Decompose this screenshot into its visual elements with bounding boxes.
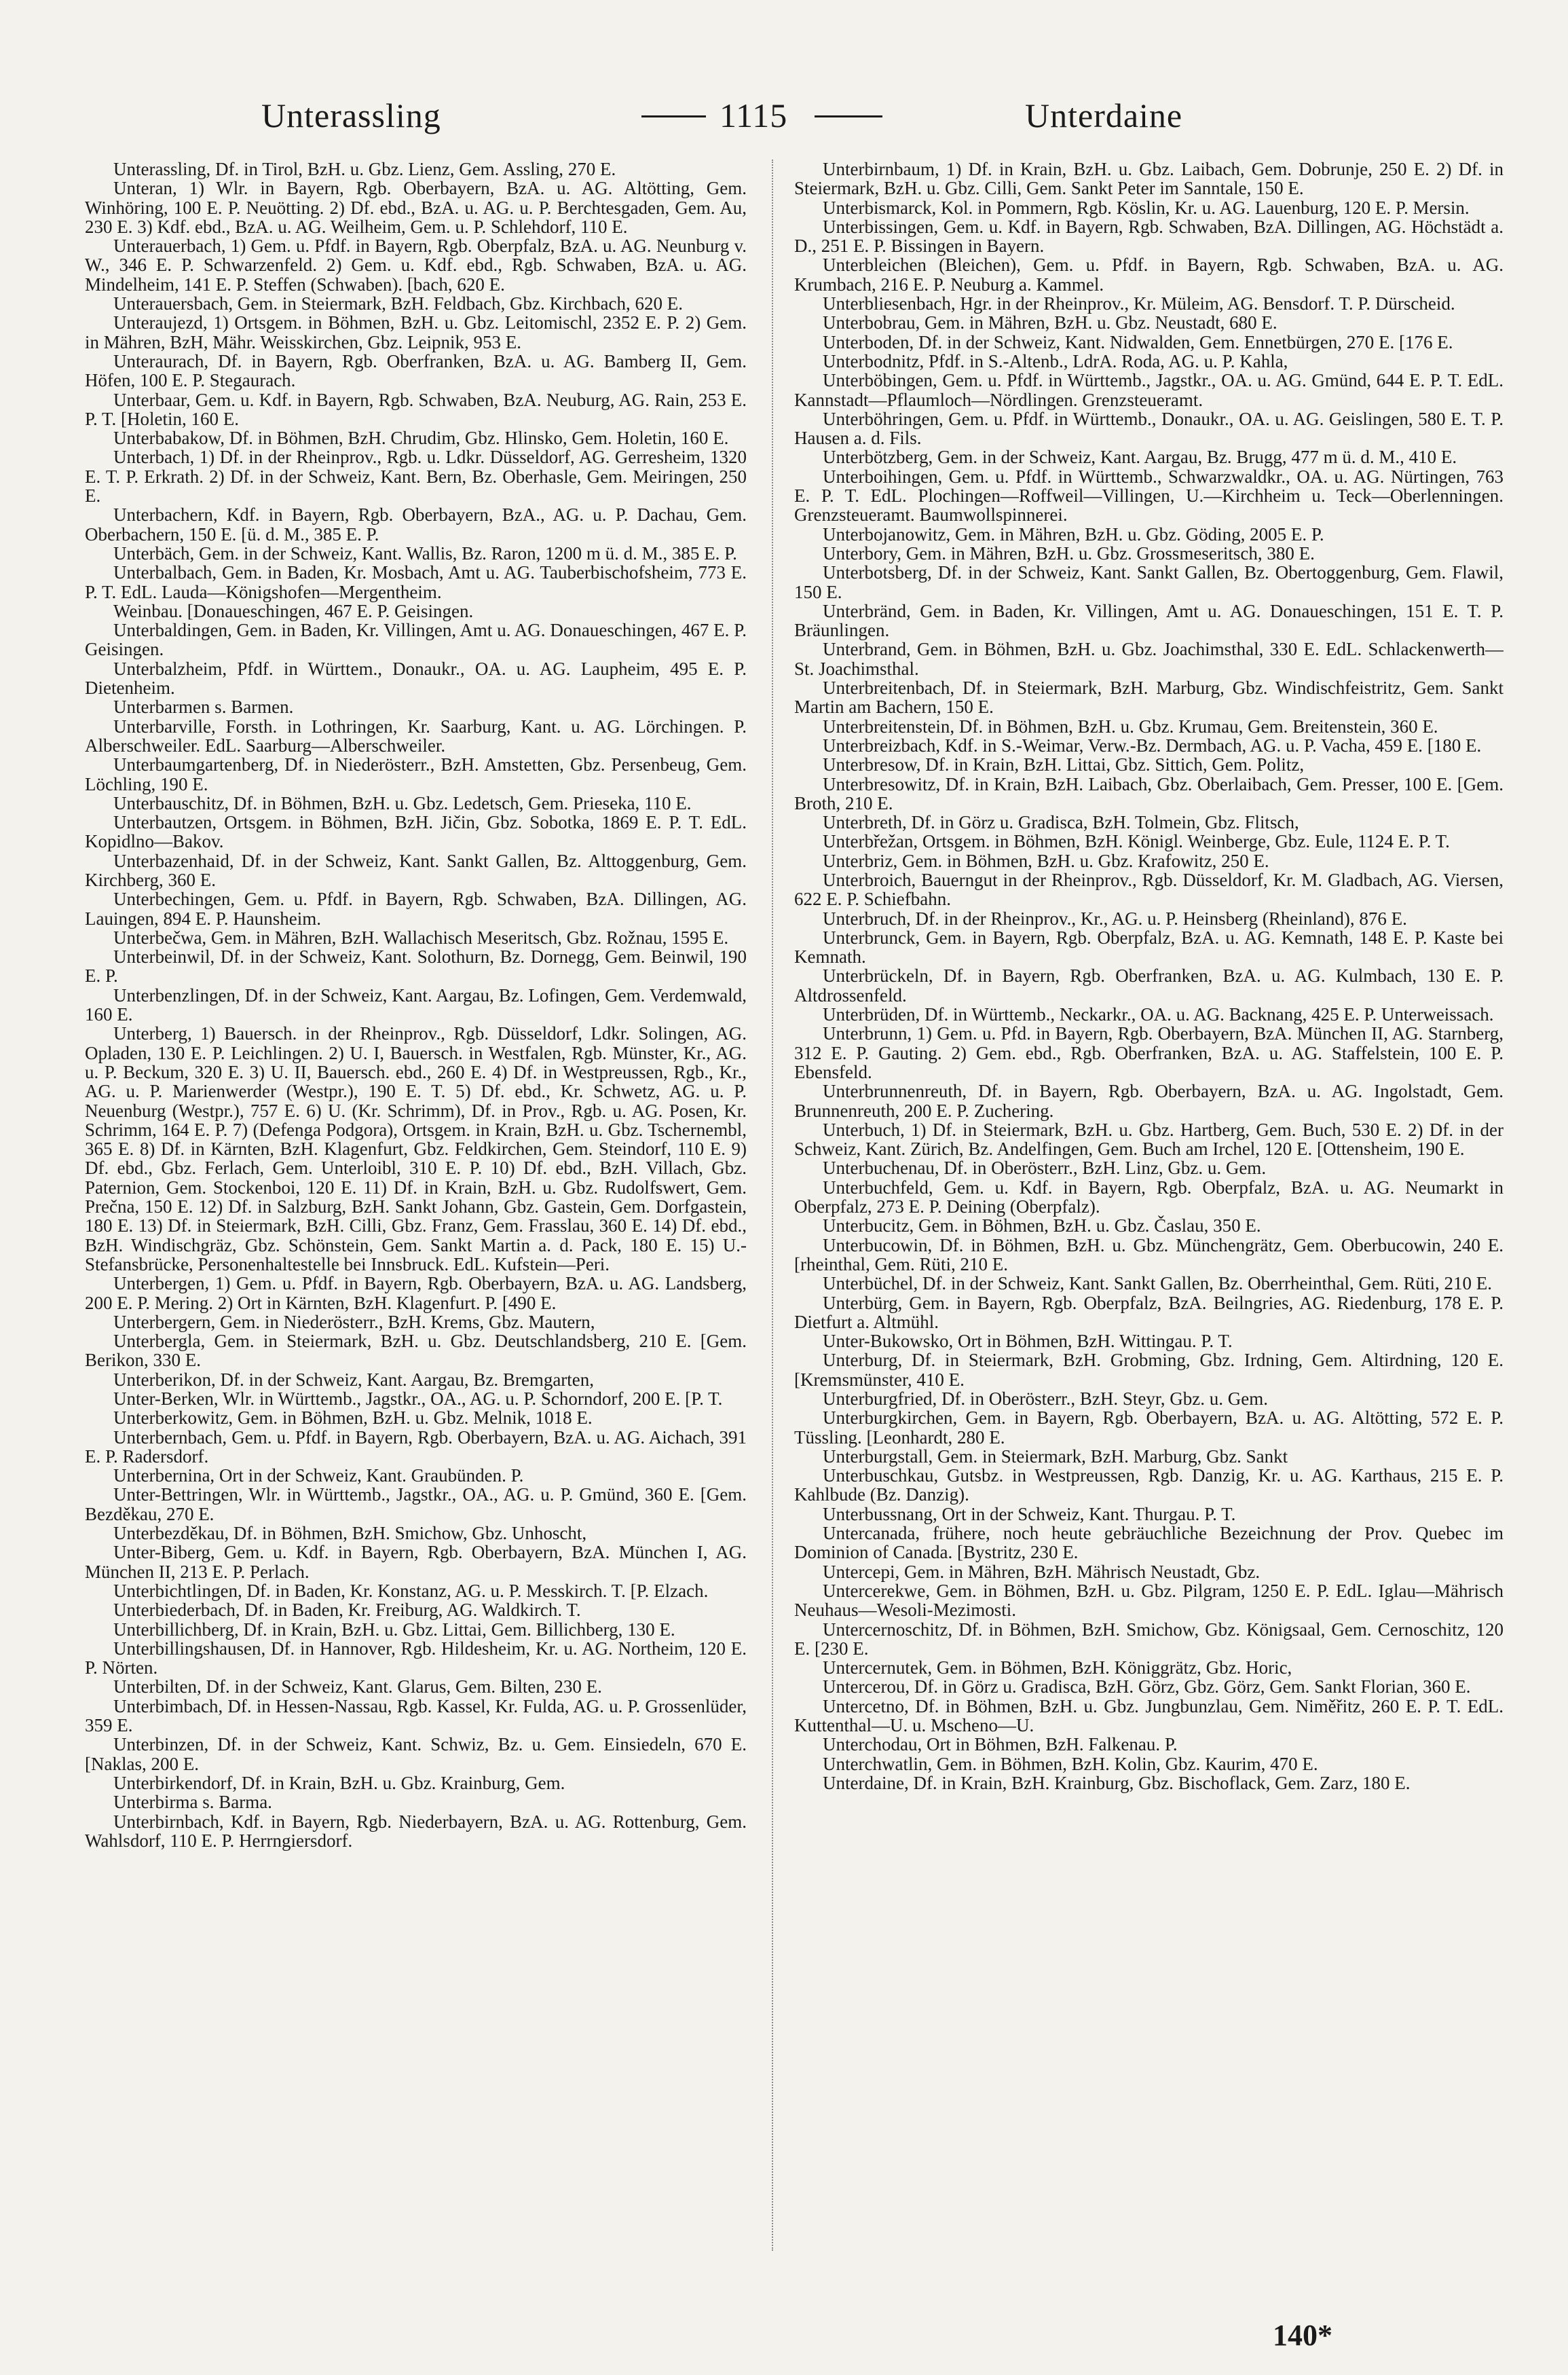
entry: Unterbalzheim, Pfdf. in Württem., Donaukr., OA. u. AG. Laupheim, 495 E. P. Dietenheim. (85, 658, 747, 699)
left-column (85, 160, 747, 2264)
entry: Unterchodau, Ort in Böhmen, BzH. Falkenau. P. (823, 1734, 1178, 1755)
entry: Unterbobrau, Gem. in Mähren, BzH. u. Gbz. Neustadt, 680 E. (823, 312, 1277, 333)
entry: Unterbuschkau, Gutsbz. in Westpreussen, Rgb. Danzig, Kr. u. AG. Karthaus, 215 E. P. Kahlbude (Bz. Danzig). (794, 1465, 1504, 1505)
entry: Unterdaine, Df. in Krain, BzH. Krainburg, Gbz. Bischoflack, Gem. Zarz, 180 E. (823, 1772, 1411, 1793)
entry: Unterbussnang, Ort in der Schweiz, Kant. Thurgau. P. T. (823, 1503, 1236, 1524)
entry: Unterbuch, 1) Df. in Steiermark, BzH. u. Gbz. Hartberg, Gem. Buch, 530 E. 2) Df. in der Schweiz, Kant. Zürich, Bz. Andelfingen, Gem. Buch am Irchel, 120 E. [Ottensheim, 190 E. (794, 1119, 1504, 1160)
entry: Unterbiederbach, Df. in Baden, Kr. Freiburg, AG. Waldkirch. T. (113, 1600, 581, 1621)
entry: Unterbreizbach, Kdf. in S.-Weimar, Verw.-Bz. Dermbach, AG. u. P. Vacha, 459 E. [180 E. (823, 735, 1482, 756)
entry: Unterbucowin, Df. in Böhmen, BzH. u. Gbz. Münchengrätz, Gem. Oberbucowin, 240 E. [rheinthal, Gem. Rüti, 210 E. (794, 1234, 1504, 1274)
entry: Unterbergen, 1) Gem. u. Pfdf. in Bayern, Rgb. Oberbayern, BzA. u. AG. Landsberg, 200 E. P. Mering. 2) Ort in Kärnten, BzH. Klagenfurt. P. [490 E. (85, 1273, 747, 1313)
entry: Unterbuchfeld, Gem. u. Kdf. in Bayern, Rgb. Oberpfalz, BzA. u. AG. Neumarkt in Oberpfalz, 273 E. P. Deining (Oberpfalz). (794, 1177, 1504, 1217)
entry: Unterbory, Gem. in Mähren, BzH. u. Gbz. Grossmeseritsch, 380 E. (823, 542, 1315, 564)
entry: Unterbüchel, Df. in der Schweiz, Kant. Sankt Gallen, Bz. Oberrheinthal, Gem. Rüti, 210 E. (823, 1273, 1493, 1294)
entry: Unterburgstall, Gem. in Steiermark, BzH. Marburg, Gbz. Sankt (823, 1446, 1288, 1467)
entry: Unterbaumgartenberg, Df. in Niederösterr., BzH. Amstetten, Gbz. Persenbeug, Gem. Löchling, 190 E. (85, 754, 747, 794)
entry: Unterbrunn, 1) Gem. u. Pfd. in Bayern, Rgb. Oberbayern, BzA. München II, AG. Starnberg, 312 E. P. Gauting. 2) Gem. ebd., Rgb. Oberfranken, BzA. u. AG. Staffelstein, 100 E. P. Ebensfeld. (794, 1023, 1504, 1082)
column-divider (772, 160, 773, 2251)
entry: Unterbenzlingen, Df. in der Schweiz, Kant. Aargau, Bz. Lofingen, Gem. Verdemwald, 160 E. (85, 984, 747, 1025)
entry: Unteran, 1) Wlr. in Bayern, Rgb. Oberbayern, BzA. u. AG. Altötting, Gem. Winhöring, 100 E. P. Neuötting. 2) Df. ebd., BzA. u. AG. u. P. Berchtesgaden, Gem. Au, 230 E. 3) Kdf. ebd., BzA. u. AG. Weilheim, Gem. u. P. Schlehdorf, 110 E. (85, 178, 747, 237)
entry: Untercerou, Df. in Görz u. Gradisca, BzH. Görz, Gbz. Görz, Gem. Sankt Florian, 360 E. (823, 1676, 1471, 1697)
entry: Unterbränd, Gem. in Baden, Kr. Villingen, Amt u. AG. Donaueschingen, 151 E. T. P. Bräunlingen. (794, 600, 1504, 641)
header-left-word: Unterassling (261, 96, 441, 134)
entry: Unterbarmen s. Barmen. (113, 697, 294, 718)
entry: Unterassling, Df. in Tirol, BzH. u. Gbz. Lienz, Gem. Assling, 270 E. (113, 160, 616, 179)
entry: Unter-Bettringen, Wlr. in Württemb., Jagstkr., OA., AG. u. P. Gmünd, 360 E. [Gem. Bezděkau, 270 E. (85, 1484, 747, 1524)
entry: Unteraurach, Df. in Bayern, Rgb. Oberfranken, BzA. u. AG. Bamberg II, Gem. Höfen, 100 E. P. Stegaurach. (85, 350, 747, 391)
entry: Unterbernina, Ort in der Schweiz, Kant. Graubünden. P. (113, 1465, 524, 1486)
header-right-word: Unterdaine (1025, 96, 1183, 134)
entry: Unterböhringen, Gem. u. Pfdf. in Württemb., Donaukr., OA. u. AG. Geislingen, 580 E. T. P. Hausen a. d. Fils. (794, 408, 1504, 449)
entry: Unterbinzen, Df. in der Schweiz, Kant. Schwiz, Bz. u. Gem. Einsiedeln, 670 E. [Naklas, 200 E. (85, 1734, 747, 1774)
entry: Unterbirma s. Barma. (113, 1792, 272, 1813)
page-header (0, 95, 1568, 156)
entry: Unterbreitenbach, Df. in Steiermark, BzH. Marburg, Gbz. Windischfeistritz, Gem. Sankt Martin am Bachern, 150 E. (794, 678, 1504, 718)
entry: Unterbotsberg, Df. in der Schweiz, Kant. Sankt Gallen, Bz. Obertoggenburg, Gem. Flawil, 150 E. (794, 562, 1504, 602)
entry: Unterbaldingen, Gem. in Baden, Kr. Villingen, Amt u. AG. Donaueschingen, 467 E. P. Geisingen. (85, 620, 747, 660)
entry: Untercernoschitz, Df. in Böhmen, BzH. Smichow, Gbz. Königsaal, Gem. Cernoschitz, 120 E. [230 E. (794, 1619, 1504, 1659)
entry: Unterbechingen, Gem. u. Pfdf. in Bayern, Rgb. Schwaben, BzA. Dillingen, AG. Lauingen, 894 E. P. Haunsheim. (85, 889, 747, 929)
entry: Unterbabakow, Df. in Böhmen, BzH. Chrudim, Gbz. Hlinsko, Gem. Holetin, 160 E. (113, 428, 729, 449)
header-dash-right (815, 115, 882, 117)
entry: Unterbimbach, Df. in Hessen-Nassau, Rgb. Kassel, Kr. Fulda, AG. u. P. Grossenlüder, 359 E. (85, 1695, 747, 1736)
entry: Unterbachern, Kdf. in Bayern, Rgb. Oberbayern, BzA., AG. u. P. Dachau, Gem. Oberbachern, 150 E. [ü. d. M., 385 E. P. (85, 504, 747, 545)
entry: Unterbresowitz, Df. in Krain, BzH. Laibach, Gbz. Oberlaibach, Gem. Presser, 100 E. [Gem. Broth, 210 E. (794, 773, 1504, 813)
entry: Unterbucitz, Gem. in Böhmen, BzH. u. Gbz. Časlau, 350 E. (823, 1215, 1261, 1236)
entry: Unterbodnitz, Pfdf. in S.-Altenb., LdrA. Roda, AG. u. P. Kahla, (823, 350, 1288, 371)
entry: Untercetno, Df. in Böhmen, BzH. u. Gbz. Jungbunzlau, Gem. Niměřitz, 260 E. P. T. EdL. Kuttenthal—U. u. Mscheno—U. (794, 1695, 1504, 1736)
entry: Unterauersbach, Gem. in Steiermark, BzH. Feldbach, Gbz. Kirchbach, 620 E. (113, 293, 683, 314)
entry: Unterbissingen, Gem. u. Kdf. in Bayern, Rgb. Schwaben, BzA. Dillingen, AG. Höchstädt a. D., 251 E. P. Bissingen in Bayern. (794, 216, 1504, 257)
entry: Unterbliesenbach, Hgr. in der Rheinprov., Kr. Müleim, AG. Bensdorf. T. P. Dürscheid. (823, 293, 1455, 314)
entry: Unterbroich, Bauerngut in der Rheinprov., Rgb. Düsseldorf, Kr. M. Gladbach, AG. Viersen, 622 E. P. Schiefbahn. (794, 869, 1504, 910)
entry: Unterbirkendorf, Df. in Krain, BzH. u. Gbz. Krainburg, Gem. (113, 1772, 565, 1793)
entry: Unterchwatlin, Gem. in Böhmen, BzH. Kolin, Gbz. Kaurim, 470 E. (823, 1753, 1318, 1774)
entry: Unterbrüden, Df. in Württemb., Neckarkr., OA. u. AG. Backnang, 425 E. P. Unterweissach. (823, 1004, 1494, 1025)
sheet-signature: 140* (1273, 2319, 1332, 2352)
entry: Unterbrunnenreuth, Df. in Bayern, Rgb. Oberbayern, BzA. u. AG. Ingolstadt, Gem. Brunnenreuth, 200 E. P. Zuchering. (794, 1081, 1504, 1121)
entry: Unterburgkirchen, Gem. in Bayern, Rgb. Oberbayern, BzA. u. AG. Altötting, 572 E. P. Tüssling. [Leonhardt, 280 E. (794, 1407, 1504, 1448)
entry: Unterbäch, Gem. in der Schweiz, Kant. Wallis, Bz. Raron, 1200 m ü. d. M., 385 E. P. (113, 542, 737, 564)
entry: Unterbrand, Gem. in Böhmen, BzH. u. Gbz. Joachimsthal, 330 E. EdL. Schlackenwerth—St. Joachimsthal. (794, 639, 1504, 679)
entry: Unterburg, Df. in Steiermark, BzH. Grobming, Gbz. Irdning, Gem. Altirdning, 120 E. [Kremsmünster, 410 E. (794, 1350, 1504, 1390)
entry: Untercerekwe, Gem. in Böhmen, BzH. u. Gbz. Pilgram, 1250 E. P. EdL. Iglau—Mährisch Neuhaus—Wesoli-Mezimosti. (794, 1580, 1504, 1621)
entry: Unterbürg, Gem. in Bayern, Rgb. Oberpfalz, BzA. Beilngries, AG. Riedenburg, 178 E. P. Dietfurt a. Altmühl. (794, 1292, 1504, 1332)
entry: Unterbezděkau, Df. in Böhmen, BzH. Smichow, Gbz. Unhoscht, (113, 1523, 587, 1544)
right-column (794, 160, 1504, 2264)
entry: Unterbreth, Df. in Görz u. Gradisca, BzH. Tolmein, Gbz. Flitsch, (823, 812, 1299, 833)
entry: Unterbřežan, Ortsgem. in Böhmen, BzH. Königl. Weinberge, Gbz. Eule, 1124 E. P. T. (823, 831, 1450, 852)
entry: Unter-Biberg, Gem. u. Kdf. in Bayern, Rgb. Oberbayern, BzA. München I, AG. München II, 213 E. P. Perlach. (85, 1542, 747, 1582)
entry: Unter-Bukowsko, Ort in Böhmen, BzH. Wittingau. P. T. (823, 1331, 1233, 1352)
entry: Untercernutek, Gem. in Böhmen, BzH. Königgrätz, Gbz. Horic, (823, 1657, 1292, 1678)
entry: Unterboden, Df. in der Schweiz, Kant. Nidwalden, Gem. Ennetbürgen, 270 E. [176 E. (823, 331, 1453, 352)
entry: Unterbečwa, Gem. in Mähren, BzH. Wallachisch Meseritsch, Gbz. Rožnau, 1595 E. (113, 927, 729, 948)
entry: Unterbeinwil, Df. in der Schweiz, Kant. Solothurn, Bz. Dornegg, Gem. Beinwil, 190 E. P. (85, 946, 747, 987)
entry: Unterbillingshausen, Df. in Hannover, Rgb. Hildesheim, Kr. u. AG. Northeim, 120 E. P. Nörten. (85, 1638, 747, 1678)
entry: Unterböbingen, Gem. u. Pfdf. in Württemb., Jagstkr., OA. u. AG. Gmünd, 644 E. P. T. EdL. Kannstadt—Pflaumloch—Nördlingen. Grenzsteueramt. (794, 370, 1504, 410)
entry: Unterbrückeln, Df. in Bayern, Rgb. Oberfranken, BzA. u. AG. Kulmbach, 130 E. P. Altdrossenfeld. (794, 965, 1504, 1006)
entry: Unterbismarck, Kol. in Pommern, Rgb. Köslin, Kr. u. AG. Lauenburg, 120 E. P. Mersin. (823, 197, 1470, 218)
entry: Unterbarville, Forsth. in Lothringen, Kr. Saarburg, Kant. u. AG. Lörchingen. P. Alberschweiler. EdL. Saarburg—Alberschweiler. (85, 716, 747, 756)
entry: Unterbalbach, Gem. in Baden, Kr. Mosbach, Amt u. AG. Tauberbischofsheim, 773 E. P. T. EdL. Lauda—Königshofen—Mergentheim. (85, 562, 747, 602)
entry: Untercepi, Gem. in Mähren, BzH. Mährisch Neustadt, Gbz. (823, 1561, 1261, 1582)
entry: Unterbirnbaum, 1) Df. in Krain, BzH. u. Gbz. Laibach, Gem. Dobrunje, 250 E. 2) Df. in Steiermark, BzH. u. Gbz. Cilli, Gem. Sankt Peter im Sanntale, 150 E. (794, 160, 1504, 199)
entry: Unterbojanowitz, Gem. in Mähren, BzH. u. Gbz. Göding, 2005 E. P. (823, 523, 1324, 545)
entry: Unterbresow, Df. in Krain, BzH. Littai, Gbz. Sittich, Gem. Politz, (823, 754, 1305, 775)
entry: Unterbleichen (Bleichen), Gem. u. Pfdf. in Bayern, Rgb. Schwaben, BzA. u. AG. Krumbach, 216 E. P. Neuburg a. Kammel. (794, 255, 1504, 295)
header-dash-left (641, 115, 706, 117)
entry: Unterbaar, Gem. u. Kdf. in Bayern, Rgb. Schwaben, BzA. Neuburg, AG. Rain, 253 E. P. T. [Holetin, 160 E. (85, 389, 747, 429)
entry: Unterberkowitz, Gem. in Böhmen, BzH. u. Gbz. Melnik, 1018 E. (113, 1407, 593, 1429)
entry: Unterbichtlingen, Df. in Baden, Kr. Konstanz, AG. u. P. Messkirch. T. [P. Elzach. (113, 1580, 709, 1601)
entry: Unterberikon, Df. in der Schweiz, Kant. Aargau, Bz. Bremgarten, (113, 1369, 595, 1390)
entry: Unterbergla, Gem. in Steiermark, BzH. u. Gbz. Deutschlandsberg, 210 E. [Gem. Berikon, 330 E. (85, 1331, 747, 1371)
entry: Weinbau. [Donaueschingen, 467 E. P. Geisingen. (113, 600, 474, 621)
page-number: 1115 (720, 96, 788, 134)
entry: Unterbilten, Df. in der Schweiz, Kant. Glarus, Gem. Bilten, 230 E. (113, 1676, 602, 1697)
entry: Unterbillichberg, Df. in Krain, BzH. u. Gbz. Littai, Gem. Billichberg, 130 E. (113, 1619, 675, 1640)
entry: Unterbautzen, Ortsgem. in Böhmen, BzH. Jičin, Gbz. Sobotka, 1869 E. P. T. EdL. Kopidlno—Bakov. (85, 812, 747, 852)
entry: Unterbriz, Gem. in Böhmen, BzH. u. Gbz. Krafowitz, 250 E. (823, 850, 1269, 871)
entry: Unterbernbach, Gem. u. Pfdf. in Bayern, Rgb. Oberbayern, BzA. u. AG. Aichach, 391 E. P. Radersdorf. (85, 1426, 747, 1467)
entry: Unterbergern, Gem. in Niederösterr., BzH. Krems, Gbz. Mautern, (113, 1311, 595, 1332)
entry: Unterboihingen, Gem. u. Pfdf. in Württemb., Schwarzwaldkr., OA. u. AG. Nürtingen, 763 E. P. T. EdL. Plochingen—Roffweil—Villingen, U.—Kirchheim u. Teck—Oberlenningen. Grenzsteueramt. Baumwollspinnerei. (794, 466, 1504, 526)
entry: Unter-Berken, Wlr. in Württemb., Jagstkr., OA., AG. u. P. Schorndorf, 200 E. [P. T. (113, 1388, 723, 1409)
entry: Unterbirnbach, Kdf. in Bayern, Rgb. Niederbayern, BzA. u. AG. Rottenburg, Gem. Wahlsdorf, 110 E. P. Herrngiersdorf. (85, 1811, 747, 1851)
entry: Unterbazenhaid, Df. in der Schweiz, Kant. Sankt Gallen, Bz. Alttoggenburg, Gem. Kirchberg, 360 E. (85, 850, 747, 890)
entry: Unterbruch, Df. in der Rheinprov., Kr., AG. u. P. Heinsberg (Rheinland), 876 E. (823, 908, 1407, 929)
entry: Unteraujezd, 1) Ortsgem. in Böhmen, BzH. u. Gbz. Leitomischl, 2352 E. P. 2) Gem. in Mähren, BzH, Mähr. Weisskirchen, Gbz. Leipnik, 953 E. (85, 312, 747, 352)
entry: Unterburgfried, Df. in Oberösterr., BzH. Steyr, Gbz. u. Gem. (823, 1388, 1269, 1409)
entry: Unterbuchenau, Df. in Oberösterr., BzH. Linz, Gbz. u. Gem. (823, 1158, 1267, 1179)
entry: Unterbauschitz, Df. in Böhmen, BzH. u. Gbz. Ledetsch, Gem. Prieseka, 110 E. (113, 792, 692, 813)
entry: Unterauerbach, 1) Gem. u. Pfdf. in Bayern, Rgb. Oberpfalz, BzA. u. AG. Neunburg v. W., 346 E. P. Schwarzenfeld. 2) Gem. u. Kdf. ebd., Rgb. Schwaben, BzA. u. AG. Mindelheim, 141 E. P. Steffen (Schwaben). [bach, 620 E. (85, 236, 747, 295)
entry: Unterbreitenstein, Df. in Böhmen, BzH. u. Gbz. Krumau, Gem. Breitenstein, 360 E. (823, 716, 1438, 737)
entry: Untercanada, frühere, noch heute gebräuchliche Bezeichnung der Prov. Quebec im Dominion of Canada. [Bystritz, 230 E. (794, 1523, 1504, 1563)
entry: Unterberg, 1) Bauersch. in der Rheinprov., Rgb. Düsseldorf, Ldkr. Solingen, AG. Opladen, 130 E. P. Leichlingen. 2) U. I, Bauersch. in Westfalen, Rgb. Münster, Kr., AG. u. P. Beckum, 320 E. 3) U. II, Bauersch. ebd., 260 E. 4) Df. in Westpreussen, Rgb., Kr., AG. u. P. Marienwerder (Westpr.), 190 E. T. 5) Df. ebd., Kr. Schwetz, AG. u. P. Neuenburg (Westpr.), 757 E. 6) U. (Kr. Schrimm), Df. in Prov., Rgb. u. AG. Posen, Kr. Schrimm, 164 E. P. 7) (Defenga Podgora), Ortsgem. in Krain, BzH. u. Gbz. Tschernembl, 365 E. 8) Df. in Kärnten, BzH. Klagenfurt, Gbz. Feldkirchen, Gem. Steindorf, 110 E. 9) Df. ebd., Gbz. Ferlach, Gem. Unterloibl, 310 E. P. 10) Df. ebd., BzH. Villach, Gbz. Paternion, Gem. Stockenboi, 120 E. 11) Df. in Krain, BzH. u. Gbz. Rudolfswert, Gem. Prečna, 150 E. 12) Df. in Salzburg, BzH. Sankt Johann, Gbz. Gastein, Gem. Dorfgastein, 180 E. 13) Df. in Steiermark, BzH. Cilli, Gbz. Franz, Gem. Frasslau, 360 E. 14) Df. ebd., BzH. Windischgräz, Gbz. Schönstein, Gem. Sankt Martin a. d. Pack, 180 E. 15) U.-Stefansbrücke, Personenhaltestelle bei Innsbruck. EdL. Kufstein—Peri. (85, 1023, 747, 1274)
entry: Unterbrunck, Gem. in Bayern, Rgb. Oberpfalz, BzA. u. AG. Kemnath, 148 E. P. Kaste bei Kemnath. (794, 927, 1504, 968)
entry: Unterbach, 1) Df. in der Rheinprov., Rgb. u. Ldkr. Düsseldorf, AG. Gerresheim, 1320 E. T. P. Erkrath. 2) Df. in der Schweiz, Kant. Bern, Bz. Oberhasle, Gem. Meiringen, 250 E. (85, 447, 747, 507)
entry: Unterbötzberg, Gem. in der Schweiz, Kant. Aargau, Bz. Brugg, 477 m ü. d. M., 410 E. (823, 447, 1457, 468)
